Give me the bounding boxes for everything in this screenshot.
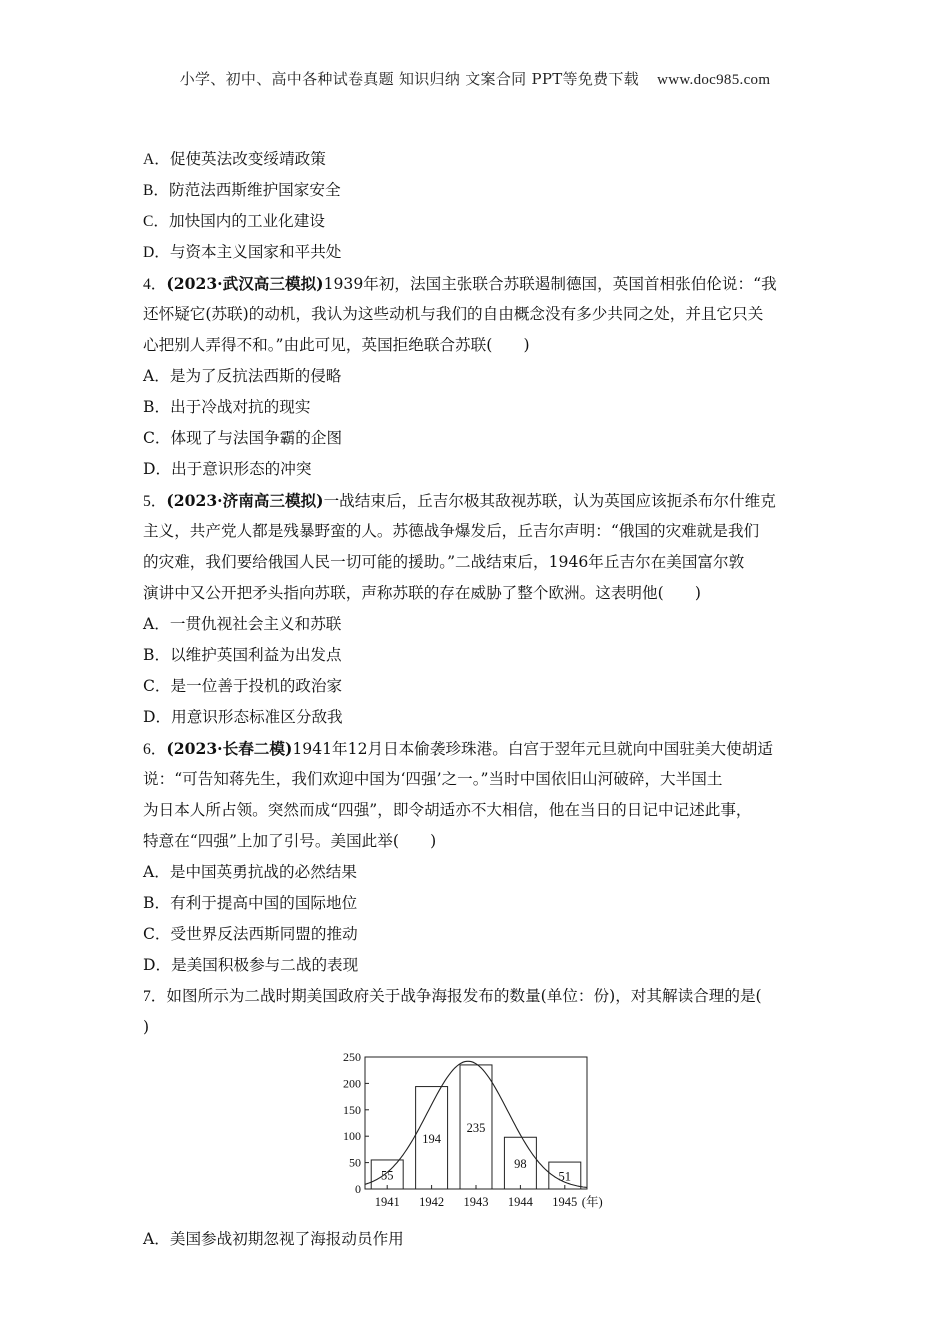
x-tick-label: 1944 bbox=[507, 1195, 533, 1209]
q3-option-a: A．促使英法改变绥靖政策 bbox=[143, 150, 326, 168]
x-tick-label: 1945 bbox=[552, 1195, 578, 1209]
q5-line-4: 演讲中又公开把矛头指向苏联，声称苏联的存在威胁了整个欧洲。这表明他( ) bbox=[143, 584, 701, 602]
page-header bbox=[0, 68, 950, 89]
q6-option-c: C．受世界反法西斯同盟的推动 bbox=[143, 925, 358, 943]
bar-value-label: 235 bbox=[466, 1120, 486, 1135]
q3-option-b: B．防范法西斯维护国家安全 bbox=[143, 181, 341, 199]
document-body bbox=[143, 144, 811, 1255]
q6-option-a: A．是中国英勇抗战的必然结果 bbox=[143, 863, 357, 881]
q7-number: 7． bbox=[143, 988, 167, 1005]
q5-line-3: 的灾难，我们要给俄国人民一切可能的援助。”二战结束后，1946年丘吉尔在美国富尔敦 bbox=[143, 553, 745, 571]
bar-value-label: 55 bbox=[380, 1168, 394, 1183]
q4-line-3: 心把别人弄得不和。”由此可见，英国拒绝联合苏联( ) bbox=[143, 336, 530, 354]
y-tick-label: 100 bbox=[343, 1129, 361, 1144]
y-tick-label: 250 bbox=[343, 1050, 361, 1064]
q3-option-d: D．与资本主义国家和平共处 bbox=[143, 243, 342, 261]
q6-line-1: 6．(2023·长春二模)1941年12月日本偷袭珍珠港。白宫于翌年元旦就向中国驻美大使胡适 bbox=[143, 739, 773, 758]
q4-source: (2023·武汉高三模拟) bbox=[166, 274, 324, 293]
q6-line-2: 说：“可告知蒋先生，我们欢迎中国为‘四强’之一。”当时中国依旧山河破碎，大半国土 bbox=[143, 770, 723, 788]
q5-line-2: 主义，共产党人都是残暴野蛮的人。苏德战争爆发后，丘吉尔声明：“俄国的灾难就是我们 bbox=[143, 522, 760, 540]
q5-number: 5． bbox=[143, 493, 167, 510]
q6-option-b: B．有利于提高中国的国际地位 bbox=[143, 894, 358, 912]
y-tick-label: 200 bbox=[343, 1076, 361, 1091]
header-site[interactable]: www.doc985.com bbox=[657, 72, 771, 88]
q4-number: 4． bbox=[143, 276, 167, 293]
x-tick-label: 1943 bbox=[463, 1195, 489, 1209]
header-text: 小学、初中、高中各种试卷真题 知识归纳 文案合同 PPT等免费下载 bbox=[179, 70, 640, 88]
q5-option-d: D．用意识形态标准区分敌我 bbox=[143, 708, 343, 726]
q4-option-c: C．体现了与法国争霸的企图 bbox=[143, 429, 343, 447]
q3-option-c: C．加快国内的工业化建设 bbox=[143, 212, 325, 230]
poster-chart bbox=[325, 1049, 615, 1224]
q5-option-b: B．以维护英国利益为出发点 bbox=[143, 646, 342, 664]
q6-line-4: 特意在“四强”上加了引号。美国此举( ) bbox=[143, 832, 437, 850]
y-tick-label: 0 bbox=[355, 1182, 361, 1196]
bar-value-label: 98 bbox=[514, 1157, 527, 1172]
q5-option-c: C．是一位善于投机的政治家 bbox=[143, 677, 343, 695]
q4-option-a: A．是为了反抗法西斯的侵略 bbox=[143, 367, 342, 385]
bar-value-label: 51 bbox=[558, 1169, 572, 1184]
q6-line-3: 为日本人所占领。突然而成“四强”，即令胡适亦不大相信，他在当日的日记中记述此事， bbox=[143, 801, 752, 819]
q4-line-2: 还怀疑它(苏联)的动机，我认为这些动机与我们的自由概念没有多少共同之处，并且它只关 bbox=[143, 305, 764, 323]
y-tick-label: 50 bbox=[349, 1155, 361, 1170]
poster-chart-svg bbox=[325, 1049, 615, 1224]
q6-option-d: D．是美国积极参与二战的表现 bbox=[143, 956, 359, 974]
q5-option-a: A．一贯仇视社会主义和苏联 bbox=[143, 615, 342, 633]
q5-line-1: 5．(2023·济南高三模拟)一战结束后，丘吉尔极其敌视苏联，认为英国应该扼杀布尔什维克 bbox=[143, 491, 776, 510]
q4-line-1: 4．(2023·武汉高三模拟)1939年初，法国主张联合苏联遏制德国，英国首相张伯伦说：“我 bbox=[143, 274, 777, 293]
q5-source: (2023·济南高三模拟) bbox=[166, 491, 324, 510]
q4-option-d: D．出于意识形态的冲突 bbox=[143, 460, 312, 478]
x-tick-label: 1941 bbox=[374, 1195, 400, 1209]
x-tick-label: 1942 bbox=[419, 1195, 445, 1209]
q7-line-2: ) bbox=[143, 1018, 150, 1036]
q6-source: (2023·长春二模) bbox=[166, 739, 293, 758]
q4-option-b: B．出于冷战对抗的现实 bbox=[143, 398, 311, 416]
x-unit-label: (年) bbox=[581, 1195, 603, 1209]
y-tick-label: 150 bbox=[343, 1102, 361, 1117]
bar-value-label: 194 bbox=[422, 1131, 441, 1146]
q6-number: 6． bbox=[143, 741, 167, 758]
q7-line-1: 7．如图所示为二战时期美国政府关于战争海报发布的数量(单位：份)，对其解读合理的是( bbox=[143, 987, 762, 1005]
q7-option-a: A．美国参战初期忽视了海报动员作用 bbox=[143, 1230, 404, 1248]
